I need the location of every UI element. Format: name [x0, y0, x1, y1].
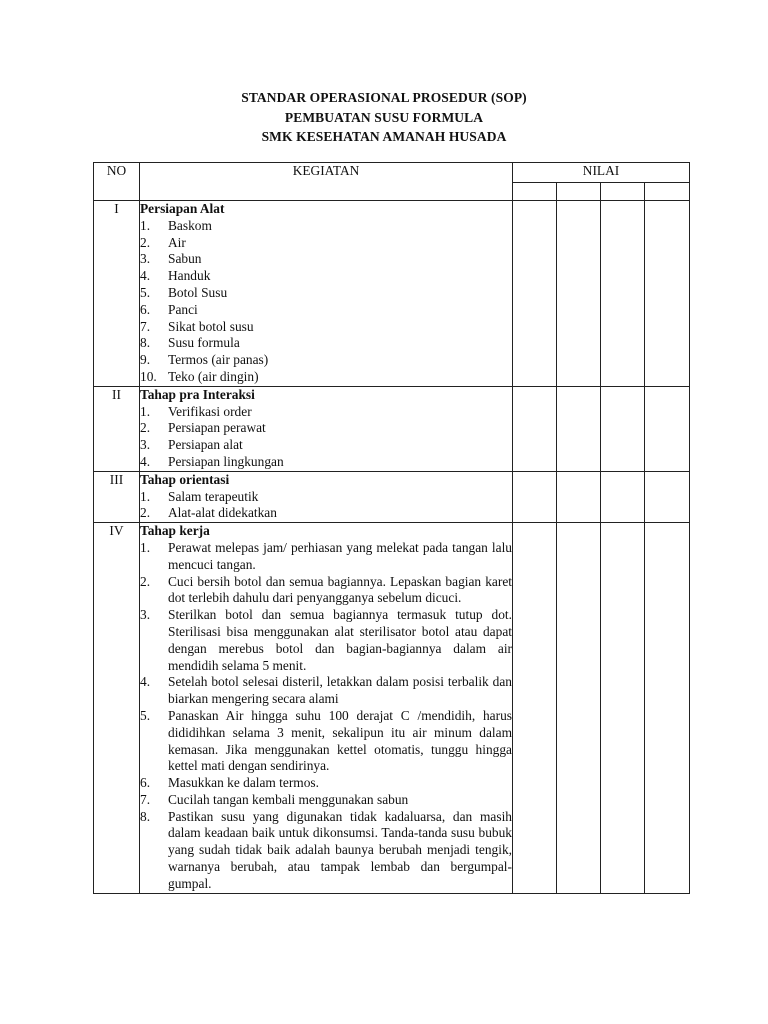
list-item: [140, 792, 512, 809]
table-row: [94, 471, 690, 522]
item-number: 3.: [140, 251, 151, 267]
list-item: [140, 218, 512, 235]
section-activities: [140, 386, 513, 471]
nilai-cell-4: [645, 523, 690, 894]
item-text: Susu formula: [168, 335, 240, 351]
item-number: 3.: [140, 607, 151, 623]
nilai-subcolumn-3: [601, 183, 645, 201]
list-item: [140, 437, 512, 454]
list-item: [140, 285, 512, 302]
item-number: 3.: [140, 437, 151, 453]
nilai-cell-4: [645, 386, 690, 471]
item-number: 8.: [140, 335, 151, 351]
section-number: II: [94, 386, 140, 471]
section-title: Tahap pra Interaksi: [140, 386, 255, 402]
item-number: 1.: [140, 539, 151, 555]
item-text: Baskom: [168, 217, 212, 233]
item-text: Setelah botol selesai disteril, letakkan dalam posisi terbalik dan biarkan mengering secara alami: [168, 674, 512, 707]
item-number: 1.: [140, 488, 151, 504]
item-text: Handuk: [168, 268, 211, 284]
section-title: Persiapan Alat: [140, 201, 225, 216]
list-item: [140, 674, 512, 708]
item-text: Cucilah tangan kembali menggunakan sabun: [168, 791, 409, 807]
item-text: Masukkan ke dalam termos.: [168, 775, 319, 791]
list-item: [140, 352, 512, 369]
section-activities: [140, 523, 513, 894]
section-activities: [140, 471, 513, 522]
nilai-cell-2: [557, 471, 601, 522]
item-text: Botol Susu: [168, 284, 228, 300]
item-text: Air: [168, 234, 186, 250]
item-number: 6.: [140, 775, 151, 791]
item-text: Alat-alat didekatkan: [168, 505, 277, 521]
list-item: [140, 574, 512, 608]
table-row: [94, 386, 690, 471]
header-nilai: NILAI: [513, 163, 690, 183]
nilai-cell-2: [557, 201, 601, 387]
item-number: 4.: [140, 674, 151, 690]
item-text: Persiapan alat: [168, 437, 243, 453]
list-item: [140, 235, 512, 252]
item-number: 2.: [140, 505, 151, 521]
item-text: Sikat botol susu: [168, 318, 254, 334]
list-item: [140, 708, 512, 775]
activity-list: [140, 489, 512, 523]
nilai-cell-2: [557, 386, 601, 471]
item-number: 7.: [140, 318, 151, 334]
nilai-cell-3: [601, 471, 645, 522]
item-number: 5.: [140, 707, 151, 723]
item-number: 9.: [140, 352, 151, 368]
section-number: I: [94, 201, 140, 387]
document-subtitle: PEMBUATAN SUSU FORMULA: [284, 109, 484, 125]
sop-table-body: [94, 201, 690, 894]
item-number: 10.: [140, 368, 157, 384]
header-no: NO: [94, 163, 140, 201]
document-header: [0, 88, 768, 147]
item-text: Teko (air dingin): [168, 368, 259, 384]
sop-checklist-table: [93, 162, 690, 894]
item-text: Termos (air panas): [168, 352, 269, 368]
nilai-cell-4: [645, 471, 690, 522]
nilai-cell-1: [513, 201, 557, 387]
item-number: 2.: [140, 573, 151, 589]
item-text: Sabun: [168, 251, 202, 267]
list-item: [140, 268, 512, 285]
item-text: Panci: [168, 301, 198, 317]
item-number: 4.: [140, 268, 151, 284]
activity-list: [140, 540, 512, 893]
nilai-cell-1: [513, 523, 557, 894]
list-item: [140, 369, 512, 386]
list-item: [140, 454, 512, 471]
nilai-cell-2: [557, 523, 601, 894]
institution-name: SMK KESEHATAN AMANAH HUSADA: [261, 129, 507, 144]
list-item: [140, 775, 512, 792]
item-number: 2.: [140, 420, 151, 436]
section-number: IV: [94, 523, 140, 894]
list-item: [140, 319, 512, 336]
list-item: [140, 540, 512, 574]
item-number: 7.: [140, 791, 151, 807]
section-activities: [140, 201, 513, 387]
list-item: [140, 335, 512, 352]
item-text: Sterilkan botol dan semua bagiannya termasuk tutup dot. Sterilisasi bisa menggunakan alat sterilisator botol atau dapat dengan merebus botol dan bagian-bagiannya dalam air mendidih selama 5 menit.: [168, 607, 512, 673]
item-text: Perawat melepas jam/ perhiasan yang melekat pada tangan lalu mencuci tangan.: [168, 539, 512, 572]
list-item: [140, 420, 512, 437]
item-number: 1.: [140, 403, 151, 419]
item-number: 4.: [140, 453, 151, 469]
header-kegiatan: KEGIATAN: [140, 163, 513, 201]
list-item: [140, 607, 512, 674]
item-number: 6.: [140, 301, 151, 317]
nilai-cell-3: [601, 201, 645, 387]
nilai-cell-4: [645, 201, 690, 387]
item-text: Verifikasi order: [168, 403, 252, 419]
list-item: [140, 251, 512, 268]
activity-list: [140, 404, 512, 471]
item-text: Persiapan lingkungan: [168, 453, 284, 469]
list-item: [140, 489, 512, 506]
section-number: III: [94, 471, 140, 522]
activity-list: [140, 218, 512, 386]
item-text: Salam terapeutik: [168, 488, 259, 504]
nilai-subcolumn-2: [557, 183, 601, 201]
table-row: [94, 523, 690, 894]
item-number: 5.: [140, 284, 151, 300]
table-row: [94, 201, 690, 387]
nilai-subcolumn-4: [645, 183, 690, 201]
item-number: 8.: [140, 808, 151, 824]
list-item: [140, 505, 512, 522]
item-text: Panaskan Air hingga suhu 100 derajat C /mendidih, harus dididihkan selama 3 menit, sekalipun itu air minum dalam kemasan. Jika menggunakan kettel otomatis, tunggu hingga kettel mati dengan sendirinya.: [168, 707, 512, 774]
item-number: 2.: [140, 234, 151, 250]
item-text: Pastikan susu yang digunakan tidak kadaluarsa, dan masih dalam keadaan baik untuk dikonsumsi. Tanda-tanda susu bubuk yang sudah tidak baik adalah baunya berubah menjadi tengik, warnanya berubah, atau tampak lembab dan bergumpal-gumpal.: [168, 808, 512, 891]
nilai-cell-3: [601, 523, 645, 894]
item-text: Persiapan perawat: [168, 420, 266, 436]
nilai-cell-3: [601, 386, 645, 471]
section-title: Tahap orientasi: [140, 471, 230, 487]
list-item: [140, 302, 512, 319]
nilai-cell-1: [513, 471, 557, 522]
list-item: [140, 404, 512, 421]
section-title: Tahap kerja: [140, 523, 210, 539]
item-text: Cuci bersih botol dan semua bagiannya. Lepaskan bagian karet dot terlebih dahulu dari penyangganya sebelum dicuci.: [168, 573, 512, 606]
list-item: [140, 809, 512, 893]
nilai-subcolumn-1: [513, 183, 557, 201]
nilai-cell-1: [513, 386, 557, 471]
document-title: STANDAR OPERASIONAL PROSEDUR (SOP): [241, 90, 527, 105]
item-number: 1.: [140, 217, 151, 233]
